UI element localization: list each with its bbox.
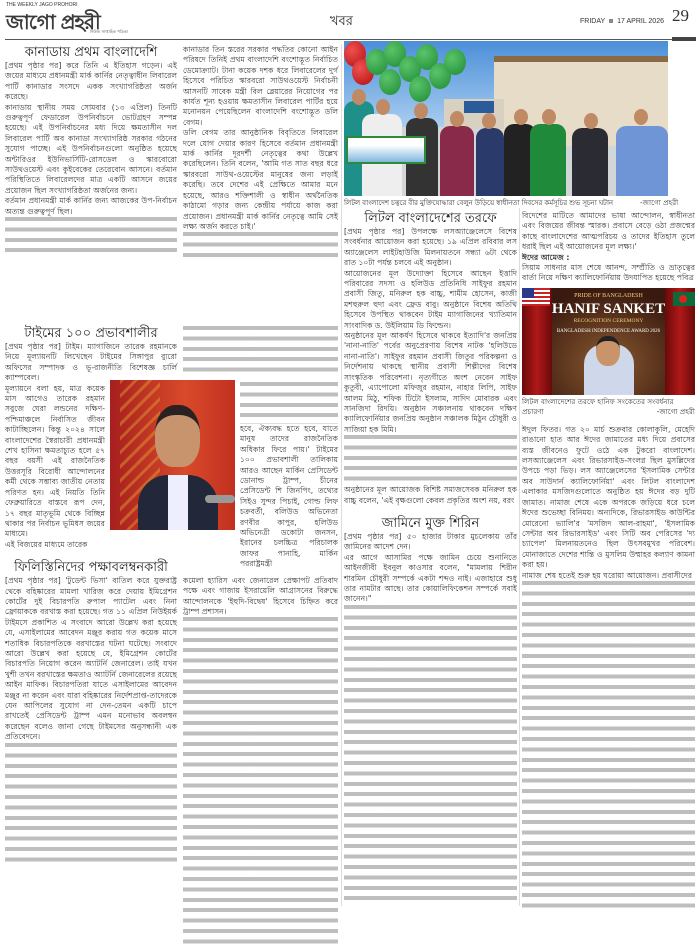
article-little-bangladesh — [344, 211, 517, 905]
poster-line1: PRIDE OF BANGLADESH — [574, 292, 643, 299]
separator-square-icon — [609, 19, 613, 23]
article-paragraph: মূল্যায়নে বলা হয়, মাত্র কয়েক মাস আগেও তারেক রহমান সবুজে ঘেরা লন্ডনের দক্ষিণ-পশ্চিমাঞ্চলে নির্বাসিত জীবন কাটাচ্ছিলেন। কিন্তু ২০২৪ সালে বাংলাদেশের স্বৈরাচারী প্রধানমন্ত্রী শেখ হাসিনা ক্ষমতাচ্যুত হলে ৫৭ বছর বয়সী এই রাজনৈতিক উত্তরসূরি বিরোধী আন্দোলনের কর্মী থেকে সম্ভাব্য জাতীয় নেতায় পরিণত হন। এই নিয়তি তিনি ফেব্রুয়ারিতে বাস্তবে রূপ দেন, ১৭ বছর মাতৃভূমি থেকে বিচ্ছিন্ন থাকার পর নির্বাচন ভূমিধস জয়ের মাধ্যমে। — [5, 383, 105, 539]
article-paragraph: অনুষ্ঠানের মূল আয়োজক বিশিষ্ট সমাজসেবক মনিরুল হক বাচ্চু বলেন, 'এই বৃক্ষগুলো কেবল প্রকৃতির অংশ নয়, বরং — [344, 485, 517, 505]
hanif-sanket-poster — [522, 288, 695, 395]
article-text-continuation — [183, 326, 338, 378]
article-paragraph: কানাডায় স্থানীয় সময় সোমবার (১৩ এপ্রিল) তিনটি গুরুত্বপূর্ণ ফেডারেল উপনির্বাচনে ভোটগ্রহণ সম্পন্ন হয়েছে। এই উপনির্বাচনের মধ্য দিয়ে ক্ষমতাসীন দল লিবারেল পার্টি অব কানাডা সংখ্যাগরিষ্ঠ সরকার গঠনের সুযোগ পাচ্ছে। এই উপনির্বাচনগুলো অনুষ্ঠিত হয়েছে অন্টারিওর ইউনিভার্সিটি-রোসডেল ও স্কারবোরো সাউথওয়েস্ট এবং কুইবেকের তেরেবোন আসনে। বর্তমান পরিস্থিতিতে লিবারেলদের মাত্র একটি আসনে জয়ের প্রয়োজন ছিল সংখ্যাগরিষ্ঠতা অর্জনের জন্য। — [5, 102, 177, 195]
dateline — [580, 18, 664, 25]
masthead-english-name: THE WEEKLY JAGO PROHORI — [6, 2, 78, 8]
article-paragraph: এর আগে আসামির পক্ষে জামিন চেয়ে শুনানিতে আইনজীবী ইবনুল কাওসার বলেন, "মামলায় শিরীন শারমিন চৌধুরী সম্পর্কে একটা শব্দও নাই। এজাহারে শুধু তার নামটার আছে। তার কোয়ালিফিকেশন সম্পর্কে সবাই জানেন।" — [344, 552, 517, 604]
column-divider — [341, 44, 342, 906]
article-canada-col2 — [183, 45, 338, 262]
column-divider — [519, 208, 520, 906]
article-text-continuation — [5, 743, 177, 863]
photo-caption: লিটল বাংলাদেশ চত্বরে বীর মুক্তিযোদ্ধারা বেলুন উড়িয়ে স্বাধীনতা দিবসের কর্মসূচির শুভ সূচনা ঘটান — [344, 198, 613, 207]
microphone-icon — [205, 495, 235, 503]
face-shape — [596, 336, 620, 366]
article-paragraph: অনুষ্ঠানের মূল আকর্ষণ হিসেবে থাকবে ইত্যাদি'র জনপ্রিয় 'নানা-নাতি' পর্বের অনুপ্রেরণায় বিশেষ নাটক 'হলিউডে নানা-নাতি'। সাইফুর রহমান প্রবাসী জিতুর পরিকল্পনা ও নির্দেশনায় থাকছে স্থানীয় প্রবাসী শিল্পীদের বিশেষ সাংস্কৃতিক পরিবেশনা। নৃত্যগীতে অংশ নেবেন সাইফ কুতুবী, এ্যাপোলো মফিজুর রহমান, নাহার লিপি, সাইফ আলম মিঠু, শফিক টিটো ইসলাম, সাদিদ মোবারক এবং সানজিদা রিদয়ি। অনুষ্ঠান সঞ্চালনায় থাকবেন দক্ষিণ ক্যালিফোর্নিয়ার জনপ্রিয় অনুষ্ঠান সঞ্চালক মিঠুন চৌধুরী ও সাজিয়া হক মিমি। — [344, 331, 517, 434]
article-paragraph: কানাডার তিন স্তরের সরকার পদ্ধতির কোনো আইন পরিষদে তিনিই প্রথম বাংলাদেশি বংশোদ্ভূত নির্বাচিত ডেমোক্র্যাট। টানা কয়েক দশক ধরে লিবারেলের দুর্গ হিসেবে পরিচিত স্কারবরো সাউথওয়েস্ট নির্বাচনী আসনটি সাবেক মন্ত্রী বিল ব্লেয়ারের নিয়োগের পর কার্যত শূন্য হওয়ায় ক্ষমতাসীন লিবারেল পার্টির হয়ে মনোনয়ন পেয়েছিলেন বাংলাদেশি বংশোদ্ভূত ডলি বেগম। — [183, 45, 338, 127]
article-little-bangladesh-col4 — [522, 211, 695, 911]
tarique-rahman-photo — [110, 380, 235, 530]
day: FRIDAY — [580, 18, 606, 25]
headline-canada: কানাডায় প্রথম বাংলাদেশি — [24, 45, 158, 60]
article-paragraph: বর্তমান প্রধানমন্ত্রী মার্ক কার্নির জন্য আজকের উপ-নির্বাচন অত্যন্ত গুরুত্বপূর্ণ ছিল। — [5, 196, 177, 216]
article-text-continuation — [5, 217, 177, 257]
article-paragraph: [প্রথম পৃষ্ঠার পর] উপলক্ষে লসঅ্যাঞ্জেলেসে বিশেষ সংবর্ধনার আয়োজন করা হয়েছে। ১৯ এপ্রিল রবিবার লস অ্যাঞ্জেলেস লাইটহাউজি মিলনায়তনে সন্ধ্যা ৬টা থেকে রাত ১০টা পর্যন্ত চলবে এই অনুষ্ঠান। — [344, 227, 517, 268]
headline-palestine: ফিলিস্তিনিদের পক্ষাবলম্বনকারী — [14, 560, 168, 576]
person-head — [514, 109, 528, 125]
poster-caption-block — [522, 397, 695, 417]
face-shape — [155, 405, 200, 467]
person — [616, 126, 668, 196]
person-head — [482, 113, 496, 129]
article-text-continuation — [344, 435, 517, 485]
section-title: খবর — [330, 14, 353, 29]
header-rule — [5, 39, 695, 40]
date: 17 APRIL 2026 — [617, 18, 664, 25]
article-paragraph: হবে, ঐক্যবদ্ধ হতে হবে, যাতে মানুষ তাদের রাজনৈতিক অধিকার ফিরে পায়।' টাইমের ১০০ প্রভাবশালী তালিকায় আরও আছেন মার্কিন প্রেসিডেন্ট ডোনাল্ড ট্রাম্প, চীনের প্রেসিডেন্ট শি জিনপিং, তথ্যের সিইও সুন্দর পিচাই, গোল্ড লিফ চক্রবর্তী, বলিউড অভিনেতা রণবীর কাপুর, হলিউড অভিনেত্রী ডকোটা জনসন, ইরানের চলচ্চিত্র পরিচালক জাফর পানাহি, মার্কিন পররাষ্ট্রমন্ত্রী — [240, 424, 338, 569]
banner — [346, 136, 426, 164]
subheading-eid: ঈদের আমেজ : — [522, 252, 570, 262]
article-text-continuation — [344, 605, 517, 905]
article-text-continuation — [183, 617, 338, 947]
balloon-icon — [409, 76, 431, 102]
article-paragraph: কমেলা হ্যারিস এবং জেনারেল প্রেক্ষাপট প্রতিবাদ পক্ষে এবং গাজায় ইসরায়েলি আগ্রাসনের বিরুদ্ধে আন্দোলনকে 'ইহুদি-বিদ্বেষ' হিসেবে চিহ্নিত করে ট্রাম্প প্রশাসন। — [183, 575, 338, 616]
logo-tagline: নিউজ সাপ্তাহিক পত্রিকা — [90, 29, 128, 34]
header-rule-accent — [672, 37, 696, 41]
article-paragraph: নামাজ শেষ হতেই শুরু হয় ঘরোয়া আয়োজন। প্রবাসীদের — [522, 570, 693, 580]
article-paragraph: ডলি বেগম তার আনুষ্ঠানিক বিবৃতিতে লিবারেল দলে যোগ দেয়ার কারণ হিসেবে বর্তমান প্রধানমন্ত্রী মার্ক কার্নির দূরদর্শী নেতৃত্বের কথা উল্লেখ করেছিলেন। তিনি বলেন, 'আমি গত সাত বছর ধরে স্কারবরো সাউথ-ওয়েস্টের মানুষের জন্য লড়াই করেছি। তবে দেশের এই প্রেক্ষিতে আমার মনে হয়েছে, আরও শক্তিশালী ও স্বাধীন অর্থনৈতিক কাঠামো গড়ার জন্য কেন্দ্রীয় পর্যায়ে কাজ করা প্রয়োজন। প্রধানমন্ত্রী মার্ক কার্নির নেতৃত্বে আমি সেই লক্ষ্য অর্জন করতে চাই।' — [183, 128, 338, 231]
article-text-continuation — [240, 382, 338, 424]
person — [572, 128, 608, 196]
article-paragraph: এই বিজয়ের মাধ্যমে তারেক — [5, 539, 88, 549]
article-text-continuation — [522, 581, 695, 911]
balloon-icon — [444, 49, 466, 75]
article-paragraph: [প্রথম পৃষ্ঠার পর] 'টুডেন্ট ভিসা' বাতিল করে যুক্তরাষ্ট্র থেকে বহিষ্কারের মামলা খারিজ করে দেয়ায় ইমিগ্রেশন কোর্টের দুই বিচারপতি রুপাল প্যাটেল এবং নিনা ফ্রোয়াককে বরখাস্ত করা হয়েছে। গত ১১ এপ্রিল নিউইয়র্ক টাইমসে প্রকাশিত এ সংবাদে আরো উল্লেখ করা হয়েছে যে, এসাইলামের আবেদন মঞ্জুর করায় গত কয়েক মাসে শতাধিক বিচারপতিকে বরখাস্তের ঘটনা ঘটেছে। সংবাদে আরো উল্লেখ করা হয়েছে যে, ইমিগ্রেশন কোর্টের বিচারপতি নিয়োগ করেন অ্যাটর্নি জেনারেল। তাই যখন খুশী তখন বরখাস্তের ক্ষমতাও অ্যাটর্নি জেনারেলের রয়েছে আইন মাফিক। বিচারপতিরা যাতে এসাইলামের আবেদন মঞ্জুর না করেন এবং যারা বহিষ্কারের নির্দেশপ্রাপ্ত-তাদেরকে যেন আপিলের সুযোগ না দেন-তেমন একটি চাপে রাখতেই প্রেসিডেন্ট ট্রাম্প এমন মনোভাব অবলম্বন করেছেন বলেও জানা গেছে টাইমসের অনুসন্ধানী এক প্রতিবেদনে। — [5, 576, 177, 742]
person-head — [584, 113, 598, 129]
article-palestine — [5, 560, 177, 863]
poster-name: HANIF SANKET — [551, 300, 666, 317]
person-head — [542, 109, 556, 125]
article-paragraph: [প্রথম পৃষ্ঠার পর] টাইম। ম্যাগাজিনে তারেক রহমানকে নিয়ে মূল্যায়নটি লিখেছেন টাইমের সিঙ্গাপুর ব্যুরো অফিসের সম্পাদক ও ভূ-রাজনীতি বিশেষজ্ঞ চার্লি ক্যাম্পবেল। — [5, 342, 177, 383]
photo-credit: -জাগো প্রহরী — [640, 198, 679, 207]
article-shirin — [344, 516, 517, 905]
poster-award: BANGLADESH INDEPENDENCE AWARD 2026 — [556, 328, 661, 334]
person-head — [634, 109, 648, 125]
person-head — [414, 103, 428, 119]
article-paragraph: আয়োজনের মূল উদ্যোক্তা হিসেবে আছেন ইত্তাদি পরিবারের সদস্য ও হলিউড প্রতিনিধি সাইফুর রহমান প্রবাসী জিতু, মনিরুল হক বাচ্চু, শামীম হোসেন, কাজী মশহুরুল হুদা এবং ফ্রেড বাবু। অনুষ্ঠানে বিশেষ অতিথি হিসেবে উপস্থিত থাকবেন টাইম ম্যাগাজিনের খ্যাতিমান সাংবাদিক ড. উইলিয়াম ডি ফিল্ডেন। — [344, 268, 517, 330]
little-bangladesh-photo — [344, 41, 668, 196]
person — [530, 124, 566, 196]
page-number: 29 — [672, 6, 689, 25]
newspaper-logo: জাগো প্রহরী — [6, 10, 100, 34]
article-text-continuation — [183, 232, 338, 262]
person — [476, 128, 504, 196]
person — [440, 126, 474, 196]
headline-little-bangladesh: লিটল বাংলাদেশের তরফে — [364, 211, 497, 226]
person-head — [450, 111, 464, 127]
poster-credit: -জাগো প্রহরী — [656, 406, 695, 416]
article-paragraph: বিদেশের মাটিতে আমাদের ভাষা আন্দোলন, স্বাধীনতা এবং বিজয়ের জীবন্ত স্মারক। প্রবাসে বেড়ে ওঠা প্রজন্মের কাছে বাংলাদেশের আত্মপরিচয় ও তাদের ইতিহাস তুলে ধরাই ছিল এই আয়োজনের মূল লক্ষ্য।' — [522, 211, 695, 252]
article-paragraph: [প্রথম পৃষ্ঠার পর] ৫০ হাজার টাকার মুচলেকায় তাঁর জামিনের আদেশ দেন। — [344, 531, 517, 552]
person-head — [352, 89, 366, 105]
shirt-shape — [168, 475, 188, 530]
article-paragraph: ঈদুল ফিতর। গত ২০ মার্চ শুক্রবার কোলাকুলি, মেহেদি রাঙানো হাত আর ঈদের জামাতের মধ্য দিয়ে প্রবাসের ব্যস্ত জীবনেও ফুটে ওঠে এক টুকরো বাংলাদেশ। লসঅ্যাঞ্জেলেস এবং রিভারসাইড-সংলগ্ন ছিল মুসল্লিদের উপচে পড়া ভিড়। লস অ্যাঞ্জেলেসের 'ইসলামিক সেন্টার অব সাউদার্ন ক্যালিফোর্নিয়া' এবং লিটল বাংলাদেশ এলাকার মসজিদগুলোতে অনুষ্ঠিত হয় ঈদের বড় দুটি জামাত। নামাজ শেষে একে অপরকে জড়িয়ে ধরে চলে ঈদের শুভেচ্ছা বিনিময়। অন্যদিকে, রিভারসাইড কাউন্টির মোরেনো ভ্যালি'র 'মসজিদ আল-রাহমা', 'ইসলামিক সেন্টার অব রিভারসাইড' এবং সিটি অব পেরিসের 'দ্য চ্যাপেল' মিলনায়তনেও ছিল উৎসবমুখর পরিবেশ। মোনাজাতে দেশের শান্তি ও মুসলিম উম্মাহর কল্যাণ কামনা করা হয়। — [522, 424, 695, 570]
person-head — [376, 99, 390, 115]
article-paragraph: [প্রথম পৃষ্ঠার পর] করে তিনি এ ইতিহাস গড়েন। এই জয়ের মাধ্যমে প্রধানমন্ত্রী মার্ক কার্নির নেতৃত্বাধীন লিবারেল পার্টি কানাডার সংসদে একক সংখ্যাগরিষ্ঠতা অর্জন করেছে। — [5, 61, 177, 102]
headline-time100: টাইমের ১০০ প্রভাবশালীর — [24, 326, 158, 341]
store-sign — [464, 101, 494, 113]
text-beside-photo — [240, 382, 338, 570]
poster-caption: লিটল বাংলাদেশের তরফে হানিফ সংকেতের সংবর্ধনার প্রচারণা — [522, 396, 674, 416]
balloon-icon — [379, 69, 401, 95]
article-palestine-col2 — [183, 576, 338, 947]
poster-line2: RECOGNITION CEREMONY — [573, 317, 644, 324]
headline-shirin: জামিনে মুক্ত শিরিন — [381, 515, 480, 531]
article-paragraph: সিয়াম সাধনার মাস শেষে আনন্দ, সম্প্রীতি ও ভ্রাতৃত্বের বার্তা নিয়ে দক্ষিণ ক্যালিফোর্নিয়ায় উদযাপিত হয়েছে পবিত্র — [522, 263, 695, 283]
article-canada — [5, 45, 177, 257]
masthead — [0, 0, 700, 38]
